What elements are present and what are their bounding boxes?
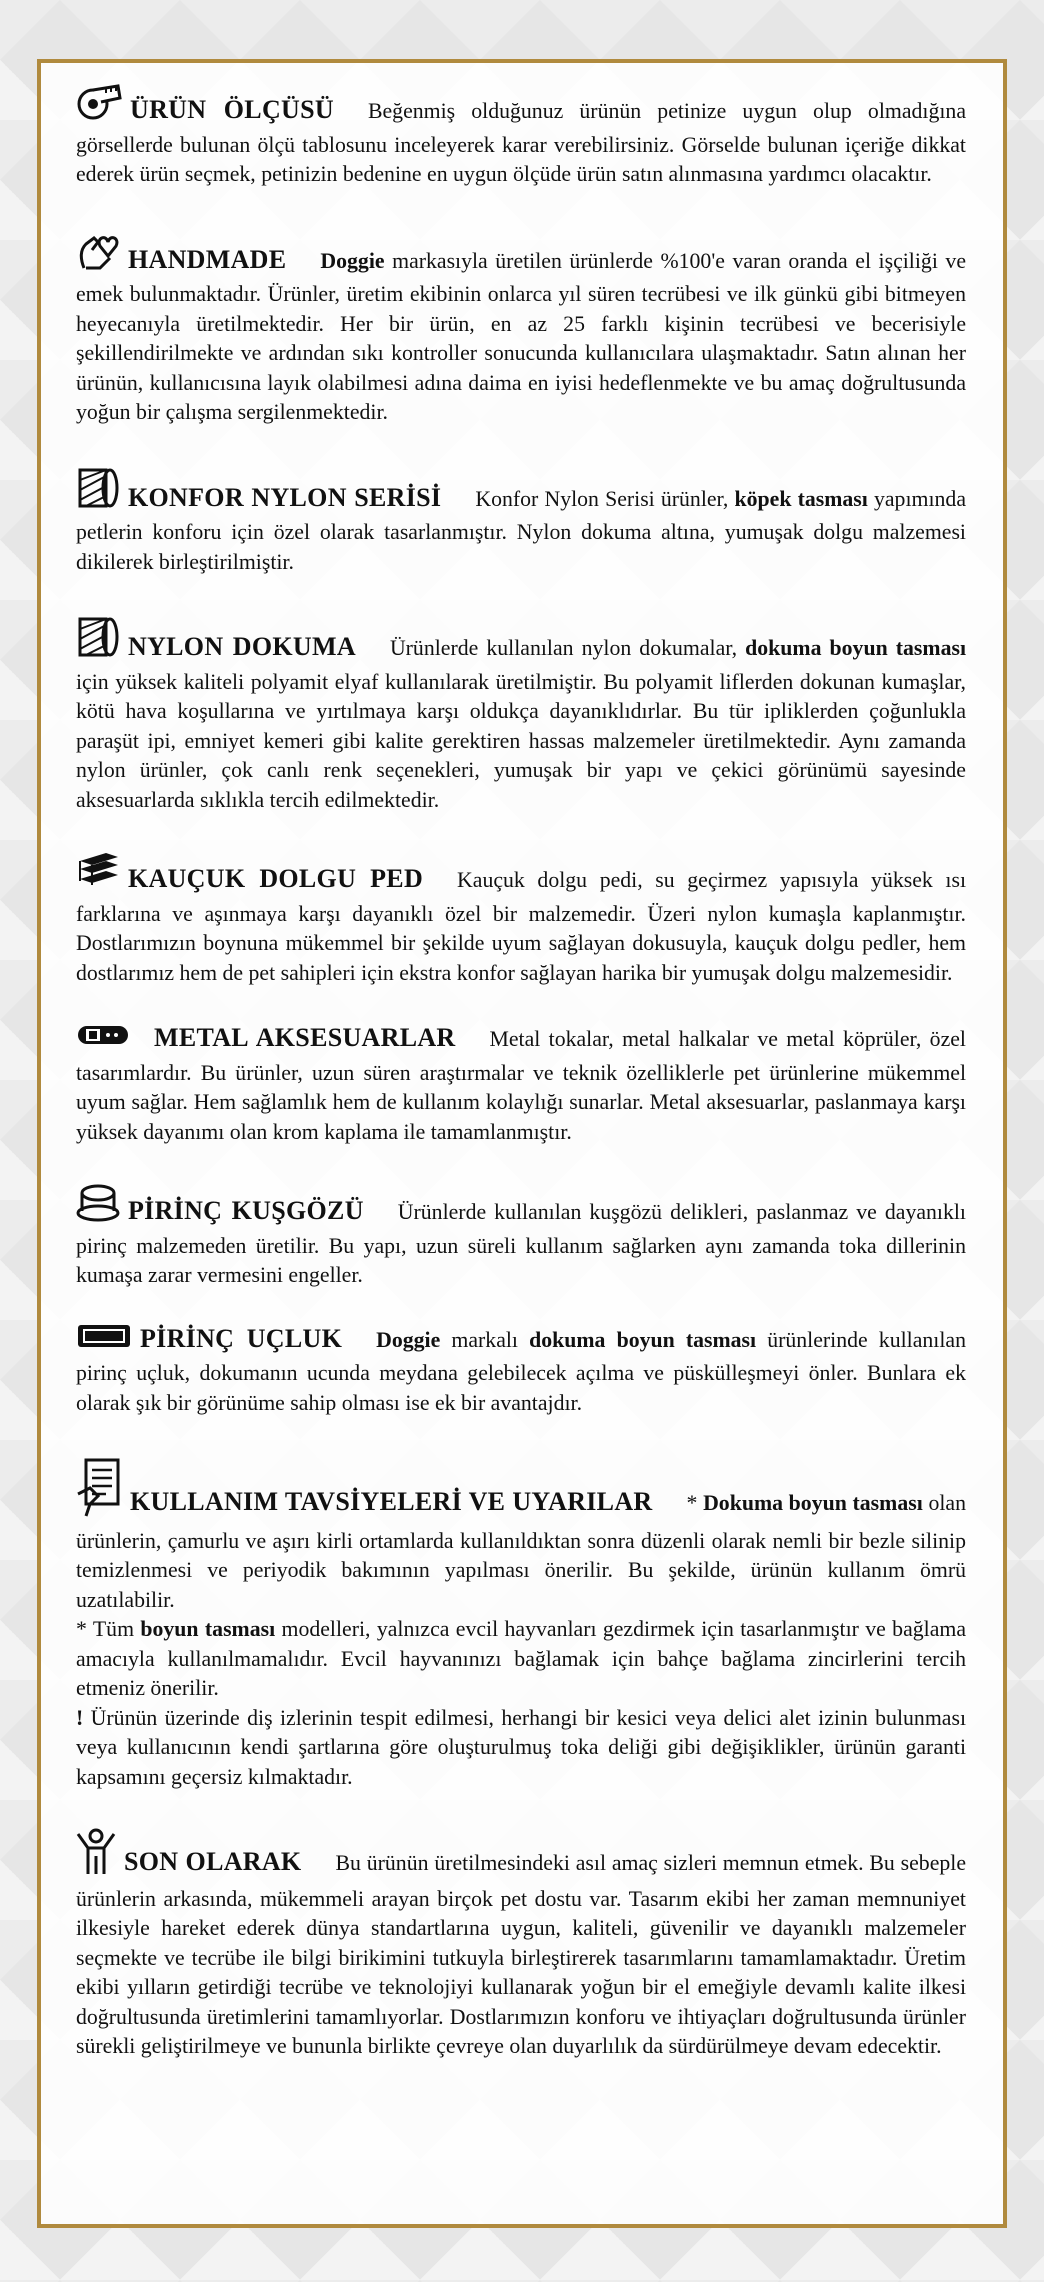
bullet-marker: * Tüm <box>76 1617 141 1641</box>
section-brass-tip <box>76 1321 966 1419</box>
section-title: PİRİNÇ UÇLUK <box>140 1323 343 1353</box>
eyelet-icon <box>76 1183 120 1232</box>
section-brass-eyelet <box>76 1183 966 1291</box>
section-text: Beğenmiş olduğunuz ürünün petinize uygun olup olmadığına görsellerde bulunan ölçü tablosunu inceleyerek karar verebilirsiniz. Görselde bulunan içeriğe dikkat ederek ürün seçmek, petinizin bedenine en uygun ölçüde ürün satın alınmasına yardımcı olacaktır. <box>76 99 966 186</box>
section-title: HANDMADE <box>128 244 287 274</box>
hand-heart-icon <box>76 228 120 281</box>
bold-term: dokuma boyun tasması <box>745 636 967 660</box>
section-conclusion <box>76 1828 966 2062</box>
bold-term: Dokuma boyun tasması <box>703 1491 923 1515</box>
warning-mark: ! <box>76 1705 84 1730</box>
section-product-size <box>76 84 966 190</box>
section-text: Kauçuk dolgu pedi, su geçirmez yapısıyla yüksek ısı farklarına ve aşınmaya karşı dayanıklı özel bir malzemedir. Üzeri nylon kumaşla kaplanmıştır. Dostlarımızın boynuna mükemmel bir şekilde uyum sağlayan dokusuyla, kauçuk dolgu pedler, hem dostlarımız hem de pet sahipleri için ekstra konfor sağlayan harika bir yumuşak dolgu malzemesidir. <box>76 868 967 985</box>
section-text: Konfor Nylon Serisi ürünler, <box>475 486 735 511</box>
section-metal-accessories <box>76 1020 966 1147</box>
pad-layers-icon <box>76 851 120 900</box>
section-title: PİRİNÇ KUŞGÖZÜ <box>128 1196 364 1225</box>
bold-term: boyun tasması <box>140 1617 276 1641</box>
section-text: ürünlerinde kullanılan pirinç uçluk, dokumanın ucunda meydana gelebilecek açılma ve püskülleşmeyi önler. Bunlara ek olarak şık bir görünüme sahip olması ise ek bir avantajdır. <box>76 1327 966 1415</box>
person-star-icon <box>76 1828 116 1885</box>
collar-icon <box>76 1020 130 1059</box>
section-title: SON OLARAK <box>124 1847 302 1876</box>
section-text: yapımında petlerin konforu için özel olarak tasarlanmıştır. Nylon dokuma altına, yumuşak dolgu malzemesi dikilerek birleştirilmiştir. <box>76 486 966 574</box>
section-text: Ürünlerde kullanılan nylon dokumalar, <box>389 636 746 660</box>
content-column <box>76 84 966 2062</box>
section-text: modelleri, yalnızca evcil hayvanları gezdirmek için tasarlanmıştır ve bağlama amacıyla kullanılmamalıdır. Evcil hayvanınızı bağlamak için bahçe bağlama zincirlerini tercih etmeniz önerilir. <box>76 1617 966 1700</box>
section-handmade <box>76 228 966 428</box>
section-title: NYLON DOKUMA <box>128 632 356 661</box>
measuring-tape-icon <box>76 84 122 131</box>
document-hand-icon <box>76 1458 122 1527</box>
strap-tip-icon <box>76 1321 132 1360</box>
section-text: markasıyla üretilen ürünlerde %100'e varan oranda el işçiliği ve emek bulunmaktadır. Ürünler, üretim ekibinin onlarca yıl süren tecrübesi ve ilk günkü gibi bitmeyen heyecanıyla üretilmektedir. Her bir ürün, en az 25 farklı kişinin tecrübesi ve becerisiyle şekillendirilmekte ve ardından sıkı kontroller sonucunda kullanıcılara ulaşmaktadır. Satın alınan her ürünün, kullanıcısına layık olabilmesi adına daima en iyisi hedeflenmekte ve bu amaç doğrultusunda yoğun bir çalışma sergilenmektedir. <box>76 248 966 424</box>
bold-term: köpek tasması <box>734 486 868 511</box>
section-konfor-nylon <box>76 466 966 578</box>
bold-term: dokuma boyun tasması <box>529 1327 757 1352</box>
fabric-roll-icon <box>76 466 120 519</box>
section-text: markalı <box>440 1327 530 1352</box>
section-rubber-pad <box>76 851 966 988</box>
section-usage-warnings <box>76 1458 966 1792</box>
section-title: KULLANIM TAVSİYELERİ VE UYARILAR <box>130 1487 653 1516</box>
section-text: Metal tokalar, metal halkalar ve metal köprüler, özel tasarımlardır. Bu ürünler, uzun süren araştırmalar ve teknik özelliklerle pet ürünlerine mükemmel uyum sağlar. Hem sağlamlık hem de kullanım kolaylığı sunarlar. Metal aksesuarlar, paslanmaya karşı yüksek dayanımı olan krom kaplama ile tamamlanmıştır. <box>76 1027 966 1144</box>
section-nylon-dokuma <box>76 615 966 815</box>
fabric-roll-icon <box>76 615 120 668</box>
brand-name: Doggie <box>320 248 385 273</box>
section-text: Ürünlerde kullanılan kuşgözü delikleri, paslanmaz ve dayanıklı pirinç malzemeden üretilir. Bu yapı, uzun süreli kullanım sağlarken aynı zamanda toka dillerinin kumaşa zarar vermesini engeller. <box>76 1200 966 1287</box>
section-title: KAUÇUK DOLGU PED <box>128 864 424 893</box>
brand-name: Doggie <box>376 1327 441 1352</box>
section-title: METAL AKSESUARLAR <box>154 1023 456 1052</box>
section-title: ÜRÜN ÖLÇÜSÜ <box>130 95 334 124</box>
section-text: için yüksek kaliteli polyamit elyaf kullanılarak üretilmiştir. Bu polyamit liflerden dokunan kumaşlar, kötü hava koşullarına ve yırtılmaya karşı oldukça dayanıklıdırlar. Bu tür ipliklerden çoğunlukla paraşüt ipi, emniyet kemeri gibi kalite gerektiren hassas malzemeler üretilmektedir. Aynı zamanda nylon ürünler, çok canlı renk seçenekleri, yumuşak bir yapı ve çekici görünümü sayesinde aksesuarlarda sıklıkla tercih edilmektedir. <box>76 669 966 812</box>
section-text: Ürünün üzerinde diş izlerinin tespit edilmesi, herhangi bir kesici veya delici alet izinin bulunması veya kullanıcının kendi şartlarına göre oluşturulmuş toka deliği gibi değişiklikler, ürünün garanti kapsamını geçersiz kılmaktadır. <box>76 1705 966 1789</box>
section-text: Bu ürünün üretilmesindeki asıl amaç sizleri memnun etmek. Bu sebeple ürünlerin arkasında, mükemmeli arayan birçok pet dostu var. Tasarım ekibi her zaman memnuniyet ilkesiyle hareket ederek dünya standartlarına uygun, kaliteli, güvenilir ve dayanıklı malzemeler seçmekte ve tecrübe ile bilgi birikimini tutkuyla birleştirerek tasarımlarını tamamlamaktadır. Üretim ekibi yılların getirdiği tecrübe ve teknolojiyi kullanarak yoğun bir el emeğiyle devamlı kalite ilkesi doğrultusunda üretimlerini tamamlıyorlar. Dostlarımızın konforu ve ihtiyaçları doğrultusunda ürünler sürekli geliştirilmeye ve bununla birlikte çevreye olan duyarlılık da sürdürülmeye devam edecektir. <box>76 1851 967 2058</box>
section-text: olan ürünlerin, çamurlu ve aşırı kirli ortamlarda kullanıldıktan sonra düzenli olarak nemli bir bezle silinip temizlenmesi ve periyodik bakımının yapılması önerilir. Bu şekilde, ürünün kullanım ömrü uzatılabilir. <box>76 1491 966 1612</box>
section-title: KONFOR NYLON SERİSİ <box>128 482 442 512</box>
bullet-marker: * <box>686 1491 704 1515</box>
